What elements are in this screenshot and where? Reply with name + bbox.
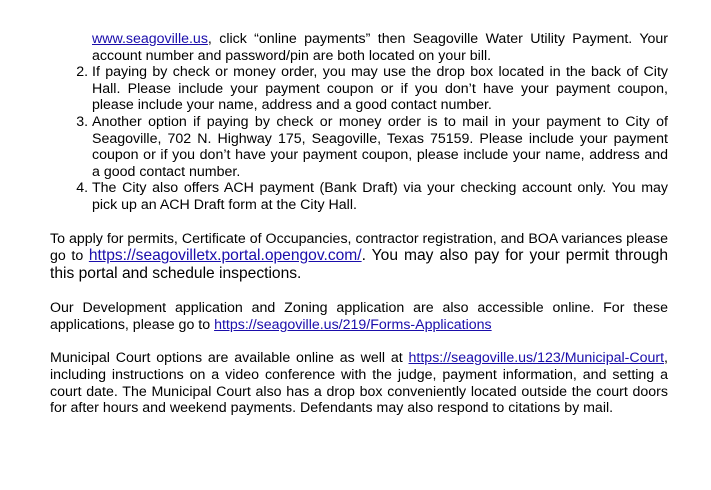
permits-text-2: . You may also pay for your permit through this portal and schedule inspections. <box>50 247 669 283</box>
municipal-court-link[interactable]: https://seagoville.us/123/Municipal-Court <box>408 350 665 367</box>
spacer <box>50 333 668 350</box>
development-paragraph <box>50 300 668 333</box>
document-body <box>50 31 668 417</box>
spacer <box>50 283 668 300</box>
court-text-1: Municipal Court options are available online as well at <box>50 350 409 367</box>
list-item-3: 3. Another option if paying by check or money order is to mail in your payment to City of Seagoville, 702 N. Highway 175, Seagoville, Texas 75159. Please include your payment coupon or if you don’t have your payment coupon, please include your name, address and a good contact number. <box>92 114 668 180</box>
spacer <box>50 214 668 231</box>
development-text: Our Development application and Zoning application are also accessible online. For these applications, please go to <box>50 300 668 333</box>
list-item-1-continued <box>92 31 668 64</box>
list-item-1-text: , click “online payments” then Seagoville Water Utility Payment. Your account number and password/pin are both located on your bill. <box>92 31 668 64</box>
list-item-4: 4. The City also offers ACH payment (Bank Draft) via your checking account only. You may pick up an ACH Draft form at the City Hall. <box>92 180 668 213</box>
court-text-2: , including instructions on a video conference with the judge, payment information, and setting a court date. The Municipal Court also has a drop box conveniently located outside the court doors for after hours and weekend payments. Defendants may also respond to citations by mail. <box>50 350 668 417</box>
payment-options-list <box>50 31 668 214</box>
permits-paragraph <box>50 231 668 284</box>
seagoville-link[interactable]: www.seagoville.us <box>92 31 208 47</box>
list-item-2: 2. If paying by check or money order, you may use the drop box located in the back of City Hall. Please include your payment coupon or if you don’t have your payment coupon, please include your name, address and a good contact number. <box>92 64 668 114</box>
opengov-portal-link[interactable]: https://seagovilletx.portal.opengov.com/ <box>88 247 362 265</box>
permits-text-1: To apply for permits, Certificate of Occupancies, contractor registration, and BOA variances please go to <box>50 230 668 265</box>
court-paragraph <box>50 350 668 416</box>
forms-applications-link[interactable]: https://seagoville.us/219/Forms-Applications <box>214 316 492 333</box>
